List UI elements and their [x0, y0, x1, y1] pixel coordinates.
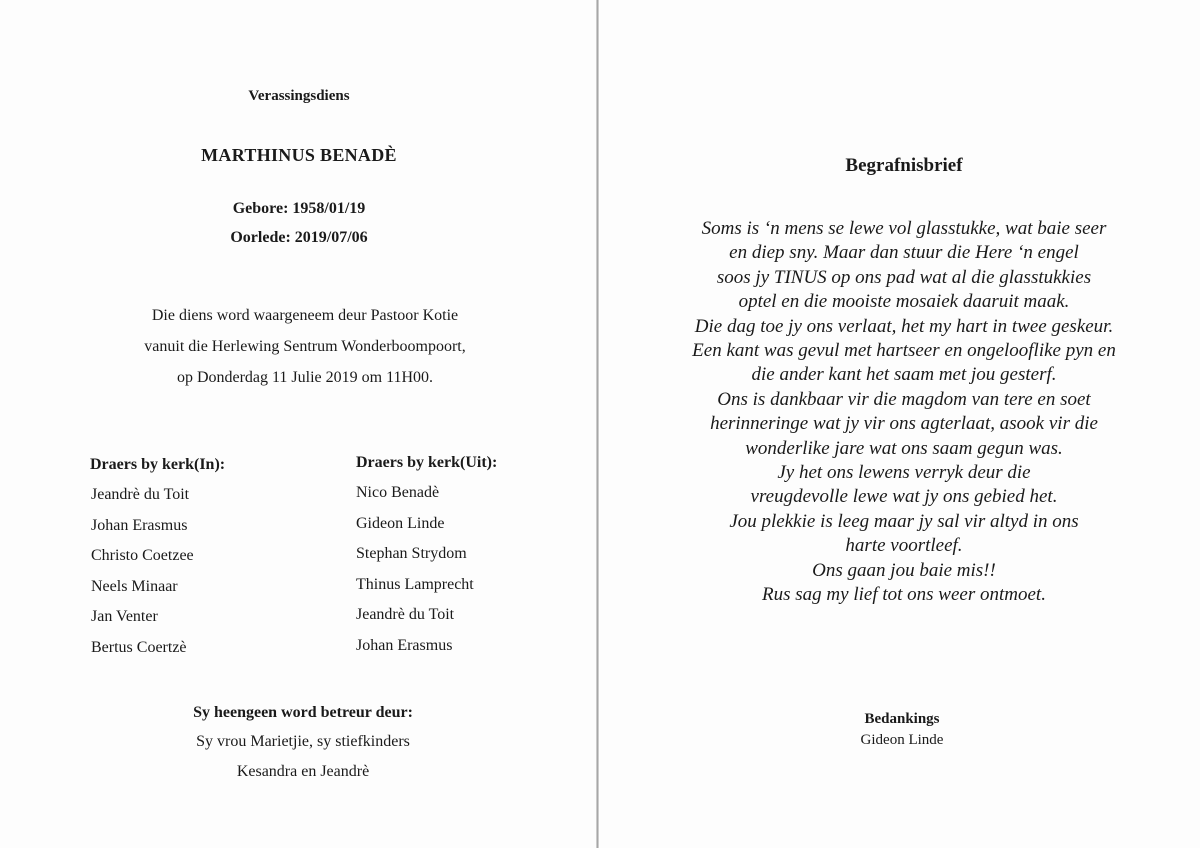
bearer-name: Johan Erasmus [91, 516, 188, 534]
bearer-name: Jeandrè du Toit [91, 486, 190, 503]
poem-line: herinneringe wat jy vir ons agterlaat, asook vir die [710, 413, 1098, 435]
bearers-in-heading: Draers by kerk(In): [90, 456, 226, 473]
bearer-name: Thinus Lamprecht [356, 575, 474, 593]
funeral-letter-poem [600, 217, 1200, 608]
bearer-name: Stephan Strydom [356, 545, 467, 563]
service-title: Verassingsdiens [248, 88, 350, 104]
poem-line: vreugdevolle lewe wat jy ons gebied het. [750, 486, 1058, 508]
bearer-name: Johan Erasmus [356, 636, 453, 654]
poem-line: Ons gaan jou baie mis!! [812, 559, 996, 581]
poem-line: optel en die mooiste mosaiek daaruit maak. [738, 291, 1070, 313]
thanks-name: Gideon Linde [860, 732, 944, 748]
poem-line: Een kant was gevul met hartseer en ongelooflike pyn en [692, 340, 1116, 362]
service-details [0, 300, 610, 393]
poem-line: Soms is ‘n mens se lewe vol glasstukke, wat baie seer [701, 218, 1107, 239]
mourned-by-line: Sy vrou Marietjie, sy stiefkinders [196, 733, 410, 750]
service-line: vanuit die Herlewing Sentrum Wonderboompoort, [144, 338, 466, 355]
poem-line: Rus sag my lief tot ons weer ontmoet. [762, 584, 1046, 606]
bearer-name: Jan Venter [91, 608, 158, 626]
letter-title: Begrafnisbrief [845, 155, 963, 176]
service-line: Die diens word waargeneem deur Pastoor Kotie [151, 307, 459, 324]
service-line: op Donderdag 11 Julie 2019 om 11H00. [176, 369, 434, 386]
birth-date: Gebore: 1958/01/19 [232, 200, 366, 217]
bearers-in-list [91, 485, 194, 669]
bearer-name: Gideon Linde [356, 514, 445, 532]
poem-line: soos jy TINUS op ons pad wat al die glasstukkies [716, 266, 1092, 288]
poem-line: wonderlike jare wat ons saam gegun was. [745, 437, 1063, 459]
death-date: Oorlede: 2019/07/06 [230, 229, 368, 246]
poem-line: Ons is dankbaar vir die magdom van tere en soet [717, 388, 1091, 410]
bearers-out-heading: Draers by kerk(Uit): [356, 454, 498, 471]
bearer-name: Nico Benadè [356, 484, 440, 501]
poem-line: harte voortleef. [845, 535, 963, 557]
deceased-name: MARTHINUS BENADÈ [201, 145, 397, 165]
bearer-name: Jeandrè du Toit [356, 606, 455, 624]
bearers-out-list [356, 483, 474, 667]
poem-line: die ander kant het saam met jou gesterf. [751, 364, 1057, 386]
mourned-by-line: Kesandra en Jeandrè [236, 763, 370, 780]
poem-line: Jy het ons lewens verryk deur die [777, 462, 1031, 484]
bearer-name: Bertus Coertzè [91, 638, 187, 656]
mourned-by-heading: Sy heengeen word betreur deur: [193, 704, 413, 721]
bearer-name: Neels Minaar [91, 577, 178, 595]
thanks-heading: Bedankings [864, 711, 940, 727]
poem-line: Die dag toe jy ons verlaat, het my hart in twee geskeur. [694, 315, 1114, 337]
poem-line: Jou plekkie is leeg maar jy sal vir altyd in ons [729, 510, 1079, 532]
poem-line: en diep sny. Maar dan stuur die Here ‘n engel [729, 242, 1079, 264]
bearer-name: Christo Coetzee [91, 547, 194, 565]
